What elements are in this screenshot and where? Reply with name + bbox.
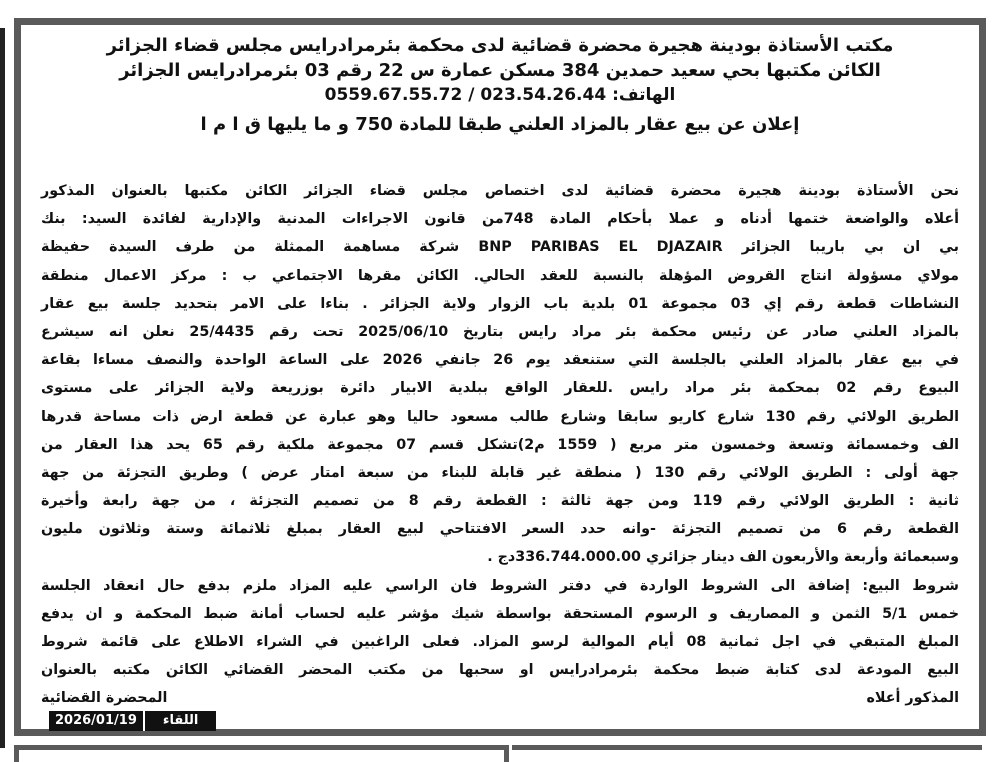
newspaper-name: اللقاء (145, 711, 217, 731)
body-line: خمس 5/1 الثمن و المصاريف و الرسوم المستحقة بواسطة شيك مؤشر عليه لحساب أمانة ضبط المحكمة و ان يدفع (41, 605, 959, 622)
body-line: النشاطات قطعة رقم إي 03 مجموعة 01 بلدية باب الزوار ولاية الجزائر . بناءا على الامر بتحديد جلسة بيع عقار (41, 295, 960, 312)
body-line: البيوع رقم 02 بمحكمة بئر مراد رايس .للعقار الواقع ببلدية الابيار دائرة بوزريعة ولاية الجزائر على مستوى (41, 380, 959, 397)
body-line: في بيع عقار بالمزاد العلني بالجلسة التي ستنعقد يوم 26 جانفي 2026 على الساعة الواحدة والنصف مساءا بقاعة (41, 352, 959, 369)
notice-body (41, 177, 959, 713)
body-line: الف وخمسمائة وتسعة وخمسون متر مربع ( 1559 م2)تشكل قسم 07 مجموعة ملكية رقم 65 يحد هذا العقار من (41, 436, 959, 453)
legal-notice (14, 18, 986, 736)
signature: المحضرة القضائية (41, 690, 168, 707)
body-line: مولاي مسؤولة انتاج القروض المؤهلة بالنسبة للعقد الحالي. الكائن مقرها الاجتماعي ب : مركز الاعمال منطقة (41, 267, 959, 284)
publication-date: 2026/01/19 (49, 711, 145, 731)
body-line: جهة أولى : الطريق الولائي رقم 130 ( منطقة غير قابلة للبناء من سبعة امتار عرض ) وطريق التجزئة من جهة (41, 464, 959, 481)
office-phone: الهاتف: 023.54.26.44 / 0559.67.55.72 (324, 85, 676, 105)
publication-badge (49, 711, 216, 731)
body-line: البيع المودعة لدى كتابة ضبط محكمة بئرمرادرايس او سحبها من مكتب المحضر القضائي الكائن مكتبه بالعنوان (41, 662, 959, 679)
body-line: بي ان بي باريبا الجزائر BNP PARIBAS EL DJAZAIR شركة مساهمة الممثلة من طرف السيدة حفيظة (41, 239, 960, 256)
closing-line (41, 684, 959, 712)
office-address: الكائن مكتبها بحي سعيد حمدين 384 مسكن عمارة س 22 رقم 03 بئرمرادرايس الجزائر (119, 60, 881, 81)
body-line: أعلاه والواضعة ختمها أدناه و عملا بأحكام المادة 748من قانون الاجراءات المدنية والإدارية لفائدة السيد: بنك (41, 211, 959, 228)
column-divider (0, 28, 5, 748)
office-name: مكتب الأستاذة بودينة هجيرة محضرة قضائية لدى محكمة بئرمرادرايس مجلس قضاء الجزائر (106, 35, 894, 56)
body-line: نحن الأستاذة بودينة هجيرة محضرة قضائية لدى اختصاص مجلس قضاء الجزائر الكائن مكتبها بالعنوان المذكور (41, 183, 959, 199)
notice-header (21, 33, 979, 137)
closing-text: المذكور أعلاه (866, 690, 959, 707)
body-line: الطريق الولائي رقم 130 شارع كاريو سابقا وشارع طالب مسعود حاليا وهو عبارة عن قطعة ارض ذات مساحة قدرها (41, 408, 959, 425)
body-line: بالمزاد العلني صادر عن رئيس محكمة بئر مراد رايس بتاريخ 2025/06/10 تحت رقم 25/4435 نعلن انه سيشرع (41, 323, 959, 340)
body-line: المبلغ المتبقي في اجل ثمانية 08 أيام الموالية لرسو المزاد. فعلى الراغبين في الشراء الاطلاع على قائمة شروط (41, 634, 959, 650)
body-line: وسبعمائة وأربعة والأربعون الف دينار جزائري 336.744.000.00دج . (487, 549, 959, 566)
notice-title: إعلان عن بيع عقار بالمزاد العلني طبقا للمادة 750 و ما يليها ق ا م ا (200, 114, 800, 135)
body-line: ثانية : الطريق الولائي رقم 119 ومن جهة ثالثة : القطعة رقم 8 من تصميم التجزئة ، من جهة رابعة وأخيرة (41, 493, 959, 510)
body-line: القطعة رقم 6 من تصميم التجزئة -وانه حدد السعر الافتتاحي لبيع العقار بمبلغ ثلاثمائة وستة وثلاثون مليون (41, 521, 959, 538)
body-line: شروط البيع: إضافة الى الشروط الواردة في دفتر الشروط فان الراسي عليه المزاد ملزم بدفع حال انعقاد الجلسة (41, 577, 959, 594)
